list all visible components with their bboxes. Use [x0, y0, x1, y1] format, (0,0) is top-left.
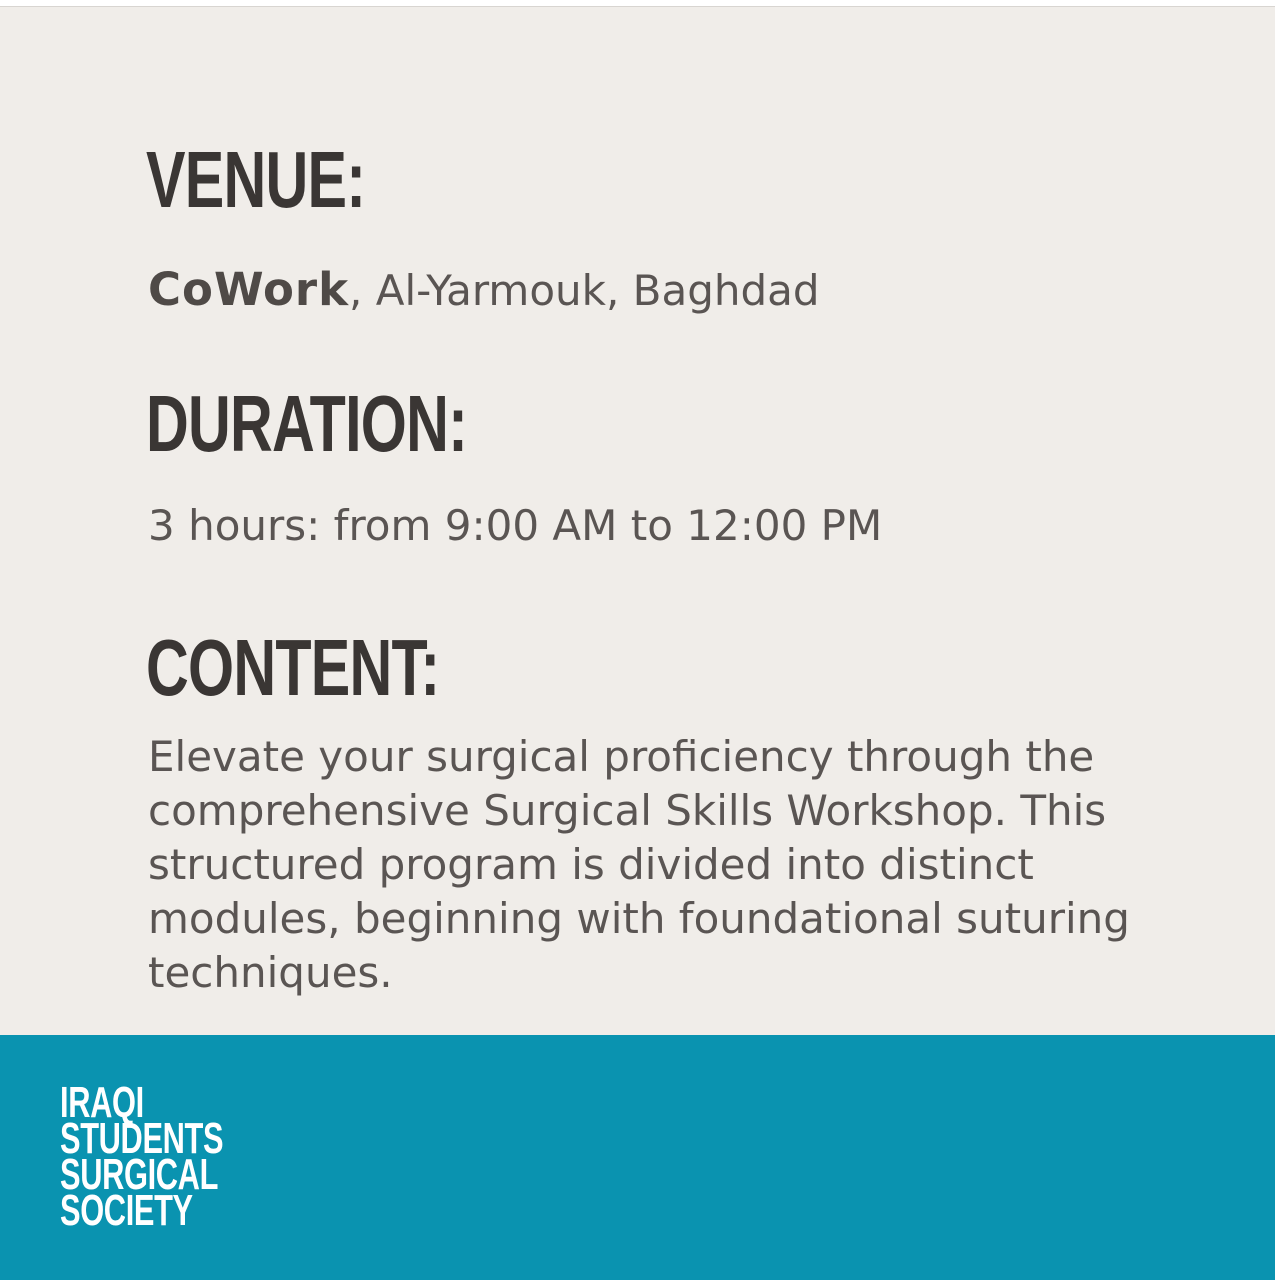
content-text: Elevate your surgical proficiency through the comprehensive Surgical Skills Workshop. This structured program is divided into distinct modules, beginning with foundational suturing techniques. [148, 732, 1130, 997]
venue-heading: VENUE: [146, 135, 366, 224]
cowork-brand: CoWork [148, 263, 350, 316]
footer-band [0, 1035, 1275, 1280]
duration-heading: DURATION: [146, 379, 468, 468]
logo-line-3: SURGICAL [60, 1150, 219, 1199]
logo-line-2: STUDENTS [60, 1114, 224, 1163]
venue-text [148, 262, 820, 319]
venue-location: , Al-Yarmouk, Baghdad [349, 266, 820, 315]
logo-line-1: IRAQI [60, 1078, 144, 1127]
logo-line-4: SOCIETY [60, 1186, 193, 1235]
society-logo [60, 1078, 224, 1235]
content-heading: CONTENT: [146, 623, 440, 712]
top-border [0, 0, 1275, 7]
duration-text: 3 hours: from 9:00 AM to 12:00 PM [148, 501, 883, 550]
